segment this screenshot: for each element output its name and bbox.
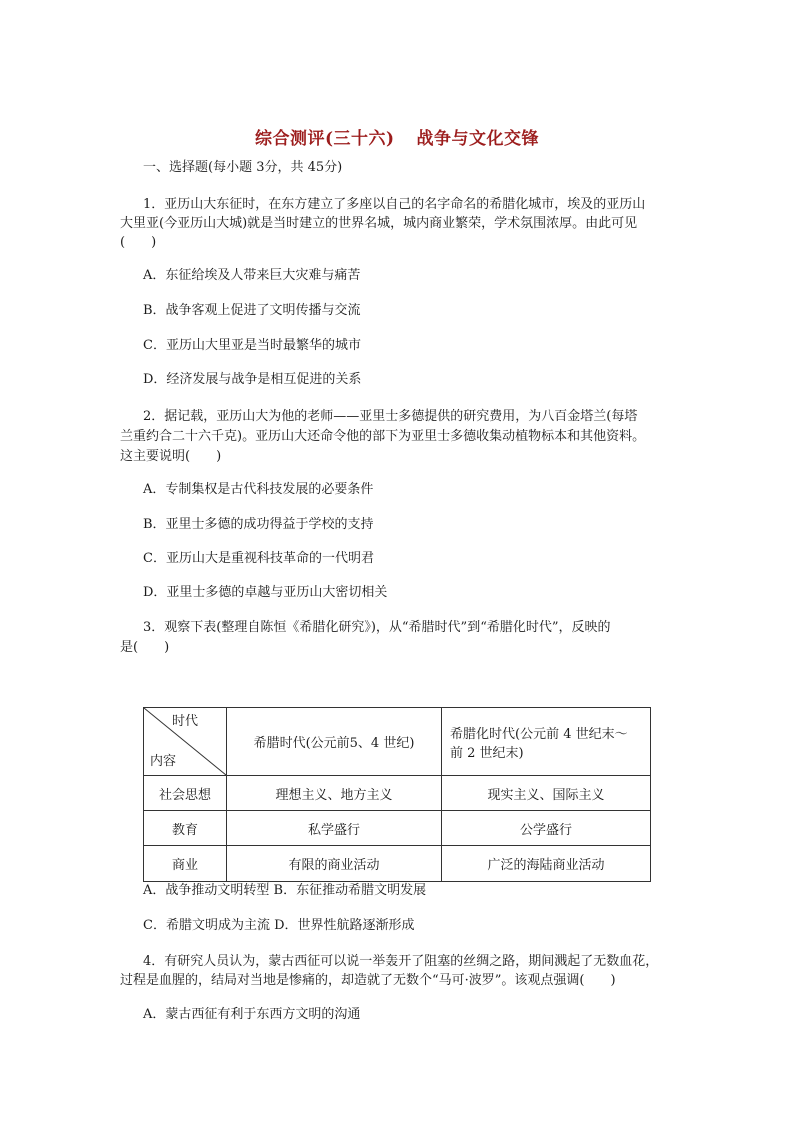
- q4-line-1: 4．有研究人员认为，蒙古西征可以说一举轰开了阻塞的丝绸之路，期间溅起了无数血花，: [143, 954, 659, 969]
- q1-line-3: ( ): [120, 235, 157, 250]
- table-row: [144, 811, 651, 846]
- q2-option-a: A．专制集权是古代科技发展的必要条件: [143, 482, 374, 497]
- table-header-greek: 希腊时代(公元前5、4 世纪): [227, 708, 442, 776]
- table-cell: 私学盛行: [227, 811, 442, 846]
- q4-option-a: A．蒙古西征有利于东西方文明的沟通: [143, 1007, 361, 1022]
- q4-line-2: 过程是血腥的，结局对当地是惨痛的，却造就了无数个“马可·波罗”。该观点强调( ): [120, 973, 616, 988]
- table-cell: 教育: [144, 811, 227, 846]
- q2-line-1: 2．据记载，亚历山大为他的老师——亚里士多德提供的研究费用，为八百金塔兰(每塔: [143, 409, 638, 424]
- table-cell: 社会思想: [144, 776, 227, 811]
- table-cell: 广泛的海陆商业活动: [442, 846, 651, 882]
- q1-option-c: C．亚历山大里亚是当时最繁华的城市: [143, 338, 361, 353]
- page-title: [0, 124, 794, 149]
- section-heading: 一、选择题(每小题 3分，共 45分): [143, 160, 343, 175]
- q3-line-1: 3．观察下表(整理自陈恒《希腊化研究》)，从“希腊时代”到“希腊化时代”，反映的: [143, 620, 611, 635]
- table-cell: 公学盛行: [442, 811, 651, 846]
- table-corner-cell: [144, 708, 227, 776]
- q1-option-d: D．经济发展与战争是相互促进的关系: [143, 372, 362, 387]
- table-header-hellenistic-line-1: 希腊化时代(公元前 4 世纪末～: [450, 726, 628, 742]
- q2-line-2: 兰重约合二十六千克)。亚历山大还命令他的部下为亚里士多德收集动植物标本和其他资料。: [120, 429, 646, 444]
- title-main: 综合测评(三十六): [254, 129, 395, 149]
- table-row: [144, 846, 651, 882]
- q2-option-d: D．亚里士多德的卓越与亚历山大密切相关: [143, 585, 388, 600]
- table-cell: 商业: [144, 846, 227, 882]
- comparison-table: [143, 707, 651, 882]
- table-cell: 理想主义、地方主义: [227, 776, 442, 811]
- q2-option-b: B．亚里士多德的成功得益于学校的支持: [143, 517, 374, 532]
- q2-option-c: C．亚历山大是重视科技革命的一代明君: [143, 551, 374, 566]
- table-header-hellenistic: [442, 708, 651, 776]
- table-header-hellenistic-line-2: 前 2 世纪末): [450, 745, 524, 761]
- q3-options-ab: A．战争推动文明转型 B．东征推动希腊文明发展: [143, 883, 427, 898]
- q1-line-1: 1．亚历山大东征时，在东方建立了多座以自己的名字命名的希腊化城市，埃及的亚历山: [143, 197, 646, 212]
- table-corner-top: 时代: [172, 714, 199, 729]
- q3-line-2: 是( ): [120, 640, 170, 655]
- table-cell: 现实主义、国际主义: [442, 776, 651, 811]
- q2-line-3: 这主要说明( ): [120, 449, 222, 464]
- q1-line-2: 大里亚(今亚历山大城)就是当时建立的世界名城，城内商业繁荣，学术氛围浓厚。由此可见: [120, 216, 638, 231]
- q1-option-a: A．东征给埃及人带来巨大灾难与痛苦: [143, 268, 361, 283]
- table-row: [144, 776, 651, 811]
- title-sub: 战争与文化交锋: [416, 129, 540, 149]
- q3-options-cd: C．希腊文明成为主流 D．世界性航路逐渐形成: [143, 918, 415, 933]
- q1-option-b: B．战争客观上促进了文明传播与交流: [143, 303, 361, 318]
- table-cell: 有限的商业活动: [227, 846, 442, 882]
- table-corner-bottom: 内容: [150, 754, 177, 769]
